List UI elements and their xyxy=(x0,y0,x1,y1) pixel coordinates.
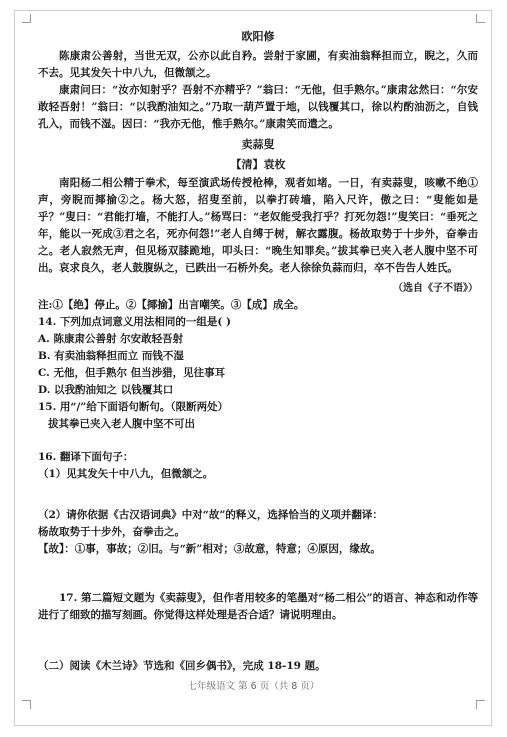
question-14-option-c: C. 无他，但手熟尔 但当涉猎，见往事耳 xyxy=(38,367,226,379)
crop-mark-bottom-left xyxy=(22,700,31,709)
section-2-heading: （二）阅读《木兰诗》节选和《回乡偶书》，完成 18-19 题。 xyxy=(38,660,326,672)
passage2-paragraph: 南阳杨二相公精于拳术，每至演武场传授枪棒，观者如堵。一日，有卖蒜叟，咳嗽不绝①声，旁睨而揶揄②之。杨大怒，招叟至前，以拳打砖墙，陷入尺许，傲之曰：“叟能如是乎？”叟曰：“君能打墙，不能打人。”杨骂曰：“老奴能受我打乎？打死勿怨!”叟笑曰：“垂死之年，能以一死成③君之名，死亦何怨!”老人自缚于树，解衣露腹。杨故取势于十步外，奋拳击之。老人寂然无声，但见杨双膝跪地，叩头曰：“晚生知罪矣。”拔其拳已夹入老人腹中坚不可出。哀求良久，老人鼓腹纵之，已跌出一石桥外矣。老人徐徐负蒜而归，卒不告告人姓氏。 xyxy=(38,177,478,274)
crop-mark-bottom-right xyxy=(476,700,485,709)
question-15-stem: 15. 用“/”给下面语句断句。（限断两处） xyxy=(38,401,229,413)
passage2-source: （选自《子不语》） xyxy=(393,283,478,294)
passage1-paragraph-2: 康肃问曰：“汝亦知射乎？吾射不亦精乎？”翁曰：“无他，但手熟尔。”康肃忿然曰：“尔安敢轻吾射！”翁曰：“以我酌油知之。”乃取一葫芦置于地，以钱覆其口，徐以杓酌油沥之，自钱孔入，而钱不湿。因曰：“我亦无他，惟手熟尔。”康肃笑而遣之。 xyxy=(38,84,478,130)
question-14-option-b: B. 有卖油翁释担而立 而钱不湿 xyxy=(38,350,184,362)
question-16-part-2: （2）请你依据《古汉语词典》中对“故”的释义，选择恰当的义项并翻译： xyxy=(38,509,383,521)
passage2-title: 卖蒜叟 xyxy=(241,138,275,151)
passage1-author: 欧阳修 xyxy=(241,30,275,43)
question-16-part-1: （1）见其发矢十中八九，但微颔之。 xyxy=(38,468,214,480)
question-16-part-2-sentence: 杨故取势于十步外，奋拳击之。 xyxy=(38,526,185,538)
annotation-notes: 注:①【绝】停止。②【揶揄】出言嘲笑。③【成】成全。 xyxy=(38,299,305,311)
passage2-author: 【清】袁枚 xyxy=(230,158,286,171)
question-14-stem: 14. 下列加点词意义用法相同的一组是( ) xyxy=(38,316,232,328)
question-14-option-a: A. 陈康肃公善射 尔安敢轻吾射 xyxy=(38,333,184,345)
question-16-part-2-definition: 【故】：①事，事故；②旧。与“新”相对；③故意，特意；④原因，缘故。 xyxy=(38,543,381,555)
passage1-paragraph-1: 陈康肃公善射，当世无双，公亦以此自矜。尝射于家圃，有卖油翁释担而立，睨之，久而不去。见其发矢十中八九，但微颔之。 xyxy=(38,50,478,79)
page-content xyxy=(38,28,478,675)
crop-mark-top-right xyxy=(476,14,485,23)
question-16-stem: 16. 翻译下面句子： xyxy=(38,451,134,463)
question-17: 17. 第二篇短文题为《卖蒜叟》，但作者用较多的笔墨对“杨二相公”的语言、神态和动作等进行了细致的描写刻画。你觉得这样处理是否合适？请说明理由。 xyxy=(38,592,478,621)
page-footer: 七年级语文 第 6 页（共 8 页） xyxy=(187,681,320,692)
crop-mark-top-left xyxy=(22,14,31,23)
question-15-sentence: 拔其拳已夹入老人腹中坚不可出 xyxy=(48,418,195,430)
question-14-option-d: D. 以我酌油知之 以钱覆其口 xyxy=(38,384,174,396)
